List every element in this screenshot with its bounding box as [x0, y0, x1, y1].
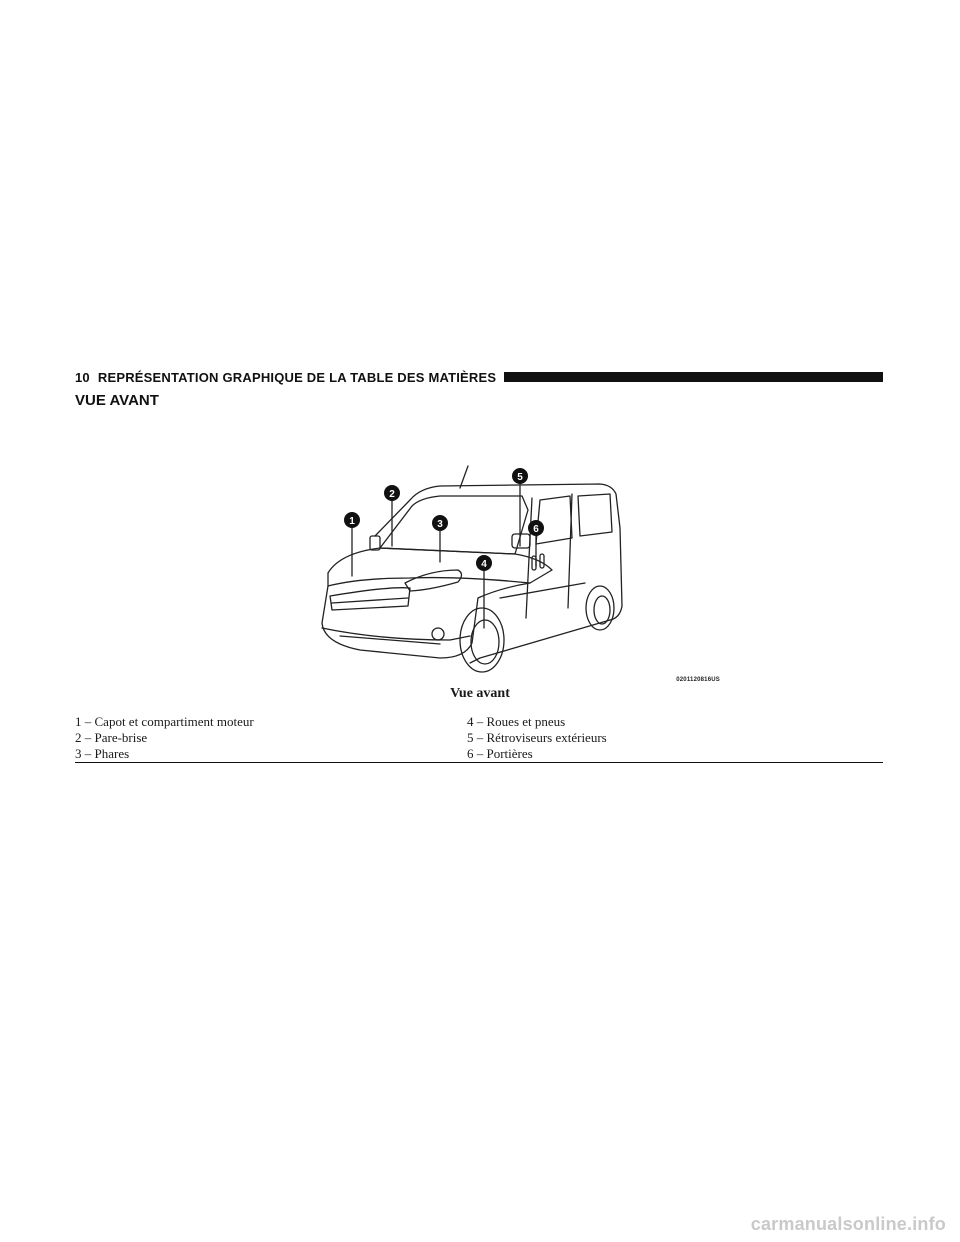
callout-2: [384, 485, 400, 501]
watermark: carmanualsonline.info: [750, 1214, 946, 1234]
legend-item: 1 – Capot et compartiment moteur: [75, 714, 254, 729]
legend-left-column: [75, 714, 467, 762]
callout-3: [432, 515, 448, 531]
antenna-shape: [460, 466, 468, 488]
svg-text:4: 4: [481, 559, 487, 570]
legend-item: 2 – Pare-brise: [75, 730, 148, 745]
header-title: REPRÉSENTATION GRAPHIQUE DE LA TABLE DES MATIÈRES: [97, 369, 497, 385]
callout-5: [512, 468, 528, 484]
headlight-shape: [405, 570, 462, 591]
page-number: 10: [75, 369, 90, 385]
fog-light-shape: [432, 628, 444, 640]
svg-text:3: 3: [437, 519, 443, 530]
callout-4: [476, 555, 492, 571]
callout-6: [528, 520, 544, 536]
callout-1: [344, 512, 360, 528]
legend-item: 5 – Rétroviseurs extérieurs: [467, 730, 607, 745]
header-rule: [504, 372, 883, 382]
bottom-rule: [75, 762, 883, 763]
legend-item: 6 – Portières: [467, 746, 533, 761]
figure-caption: Vue avant: [450, 686, 510, 701]
svg-text:1: 1: [349, 516, 355, 527]
svg-text:5: 5: [517, 472, 523, 483]
legend-item: 4 – Roues et pneus: [467, 714, 566, 729]
section-title: VUE AVANT: [75, 392, 159, 409]
legend-right-column: [467, 714, 859, 762]
front-wheel-shape: [460, 608, 504, 672]
windshield-shape: [380, 496, 528, 554]
running-header: [75, 368, 883, 386]
van-illustration: [300, 458, 720, 683]
svg-text:2: 2: [389, 489, 395, 500]
front-view-figure: [300, 458, 720, 683]
legend: [75, 714, 883, 762]
svg-text:6: 6: [533, 524, 539, 535]
mirror-shape: [512, 534, 530, 548]
figure-code: 0201120816US: [676, 677, 720, 683]
side-window-shape: [536, 496, 572, 544]
legend-item: 3 – Phares: [75, 746, 130, 761]
